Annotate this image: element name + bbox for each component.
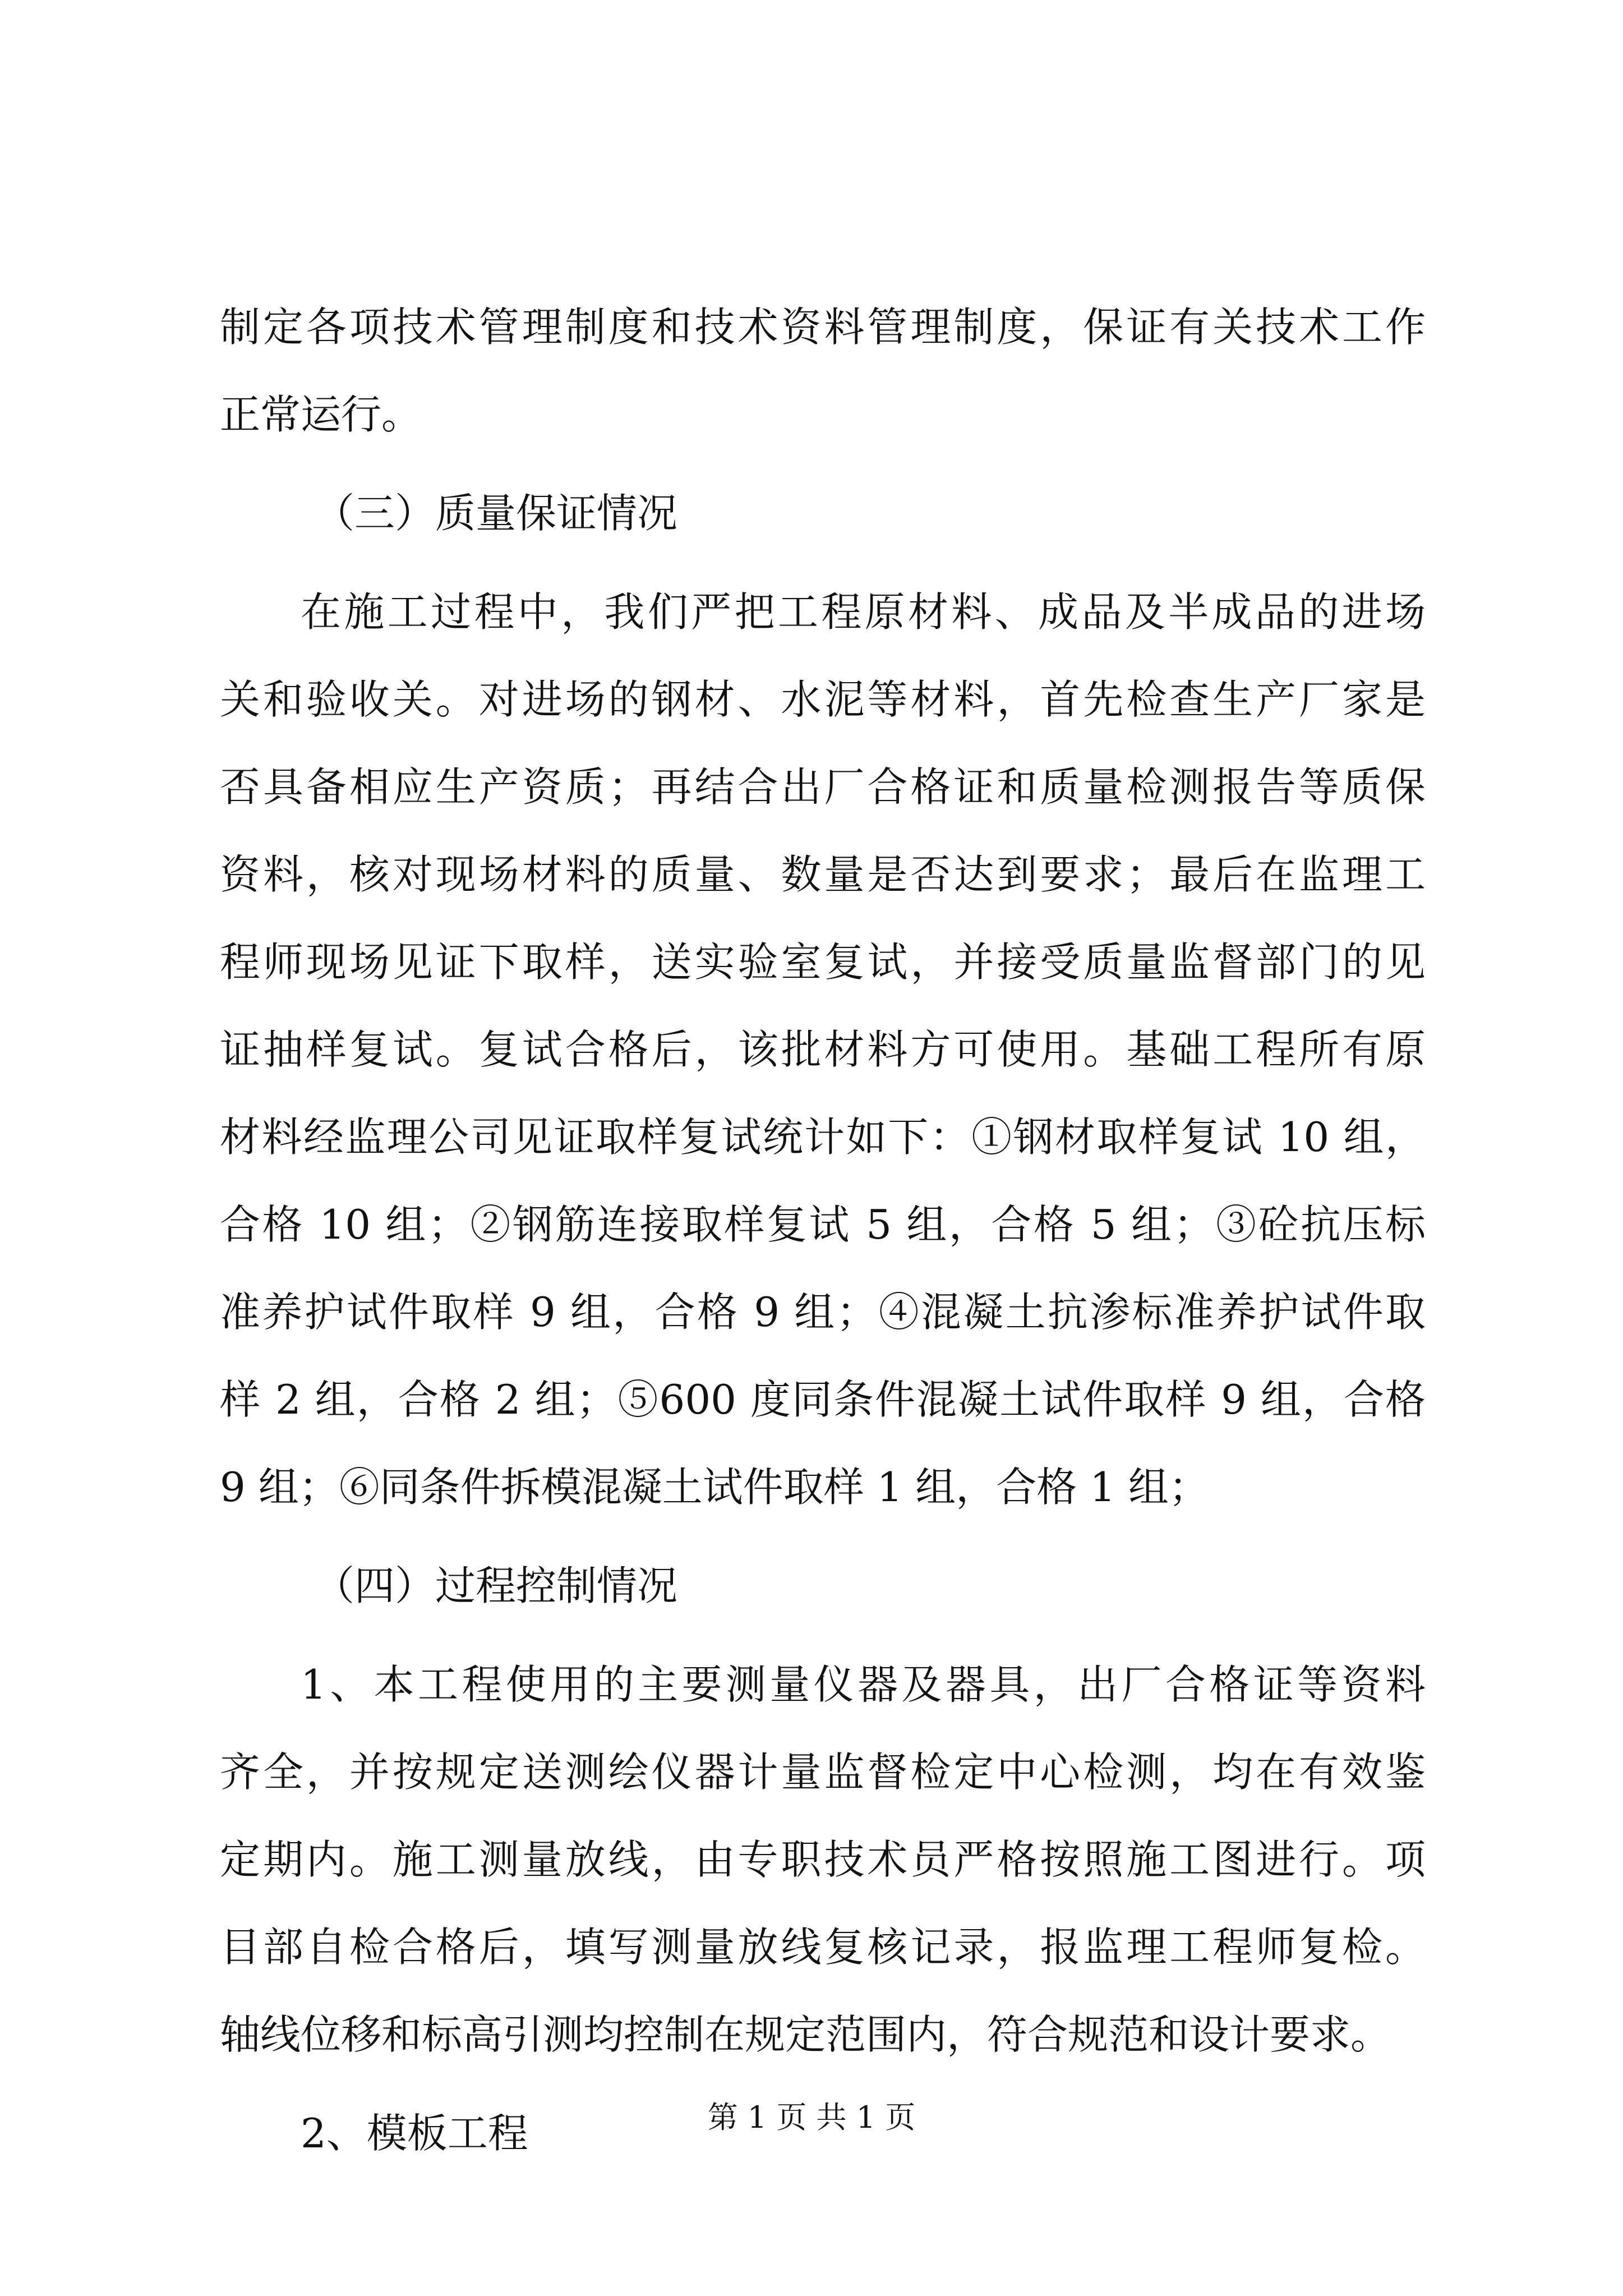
text-line: 齐全，并按规定送测绘仪器计量监督检定中心检测，均在有效鉴: [220, 1749, 1426, 1796]
text-line: 在施工过程中，我们严把工程原材料、成品及半成品的进场: [301, 588, 1426, 636]
text-line: 否具备相应生产资质；再结合出厂合格证和质量检测报告等质保: [220, 763, 1426, 811]
paragraph-quality-assurance: [220, 568, 1426, 1531]
text-line: 1、本工程使用的主要测量仪器及器具，出厂合格证等资料: [301, 1661, 1426, 1708]
text-line: 合格 10 组；②钢筋连接取样复试 5 组，合格 5 组；③砼抗压标: [220, 1201, 1426, 1248]
text-line: 样 2 组，合格 2 组；⑤600 度同条件混凝土试件取样 9 组，合格: [220, 1376, 1426, 1423]
text-line: 目部自检合格后，填写测量放线复核记录，报监理工程师复检。: [220, 1924, 1426, 1971]
text-line: 材料经监理公司见证取样复试统计如下：①钢材取样复试 10 组，: [220, 1114, 1426, 1161]
section-heading-process-control: （四）过程控制情况: [314, 1562, 678, 1609]
text-line: 资料，核对现场材料的质量、数量是否达到要求；最后在监理工: [220, 851, 1426, 898]
paragraph-tech-management: [220, 283, 1426, 458]
text-line: 定期内。施工测量放线，由专职技术员严格按照施工图进行。项: [220, 1836, 1426, 1883]
section-heading-quality-assurance: （三）质量保证情况: [314, 490, 678, 537]
page-footer: 第 1 页 共 1 页: [707, 2100, 916, 2135]
text-line: 程师现场见证下取样，送实验室复试，并接受质量监督部门的见: [220, 938, 1426, 986]
text-line: 证抽样复试。复试合格后，该批材料方可使用。基础工程所有原: [220, 1026, 1426, 1073]
text-line: 轴线位移和标高引测均控制在规定范围内，符合规范和设计要求。: [220, 2011, 1391, 2058]
text-line: 9 组；⑥同条件拆模混凝土试件取样 1 组，合格 1 组；: [220, 1464, 1209, 1511]
document-body: [220, 283, 1426, 2177]
text-line: 关和验收关。对进场的钢材、水泥等材料，首先检查生产厂家是: [220, 676, 1426, 723]
text-line: 正常运行。: [220, 391, 422, 438]
paragraph-process-control: [220, 1641, 1426, 2078]
text-line: 制定各项技术管理制度和技术资料管理制度，保证有关技术工作: [220, 303, 1426, 351]
text-line: 准养护试件取样 9 组，合格 9 组；④混凝土抗渗标准养护试件取: [220, 1289, 1426, 1336]
subsection-heading-formwork: 2、模板工程: [301, 2110, 528, 2157]
